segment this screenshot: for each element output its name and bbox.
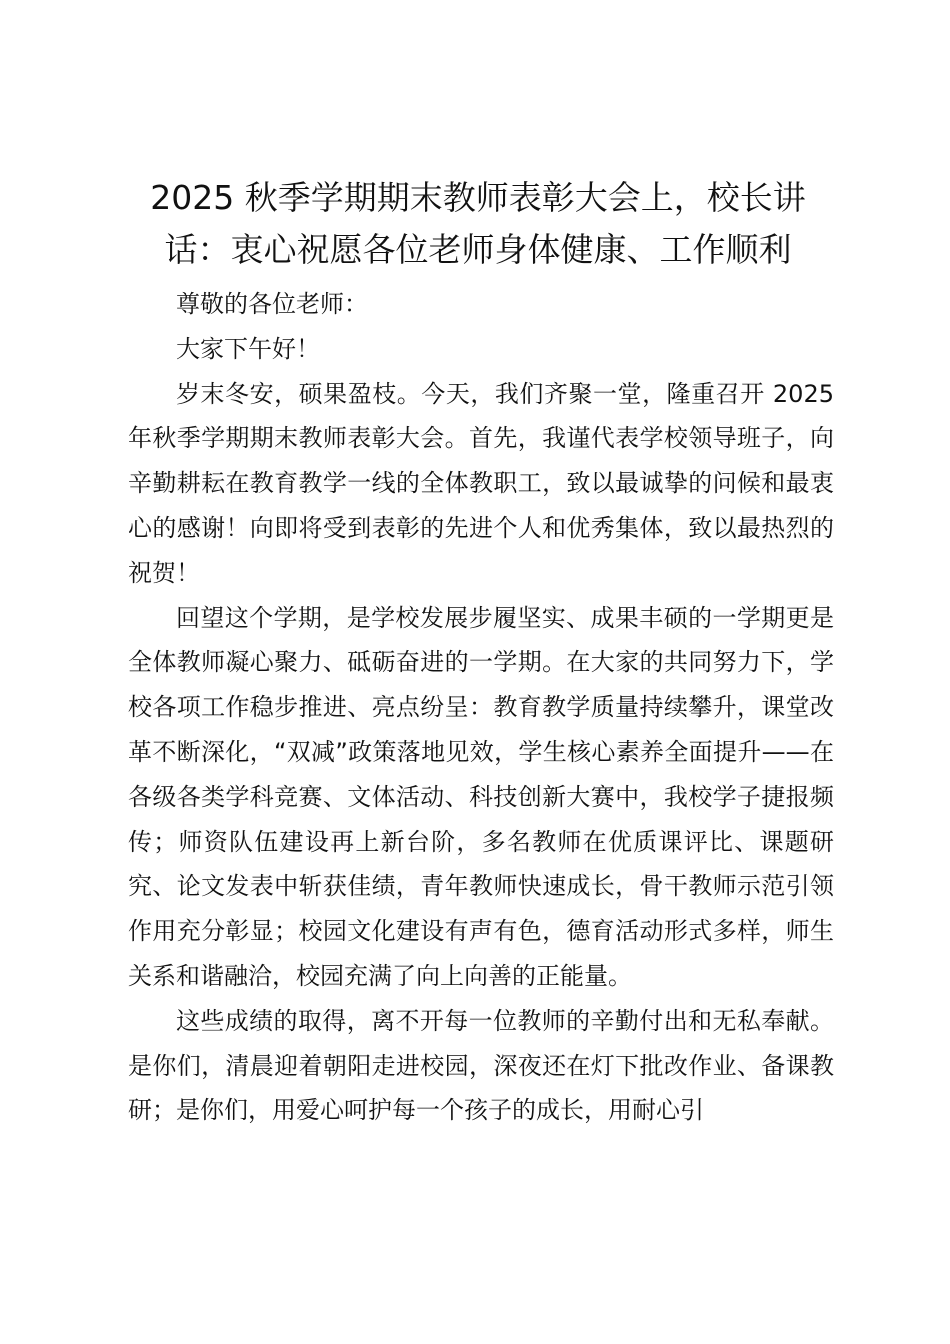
document-body [128, 282, 834, 1133]
body-paragraph-opening: 岁末冬安，硕果盈枝。今天，我们齐聚一堂，隆重召开 2025 年秋季学期期末教师表彰大会。首先，我谨代表学校领导班子，向辛勤耕耘在教育教学一线的全体教职工，致以最诚挚的问候和最衷心的感谢！向即将受到表彰的先进个人和优秀集体，致以最热烈的祝贺！ [128, 379, 834, 587]
body-paragraph-thanks: 这些成绩的取得，离不开每一位教师的辛勤付出和无私奉献。是你们，清晨迎着朝阳走进校园，深夜还在灯下批改作业、备课教研；是你们，用爱心呵护每一个孩子的成长，用耐心引 [128, 1006, 834, 1125]
document-title: 2025 秋季学期期末教师表彰大会上，校长讲话：衷心祝愿各位老师身体健康、工作顺利 [150, 178, 806, 269]
salutation: 尊敬的各位老师： [176, 290, 368, 318]
body-paragraph-review: 回望这个学期，是学校发展步履坚实、成果丰硕的一学期更是全体教师凝心聚力、砥砺奋进的一学期。在大家的共同努力下，学校各项工作稳步推进、亮点纷呈：教育教学质量持续攀升，课堂改革不断深化，“双减”政策落地见效，学生核心素养全面提升——在各级各类学科竞赛、文体活动、科技创新大赛中，我校学子捷报频传；师资队伍建设再上新台阶，多名教师在优质课评比、课题研究、论文发表中斩获佳绩，青年教师快速成长，骨干教师示范引领作用充分彰显；校园文化建设有声有色，德育活动形式多样，师生关系和谐融洽，校园充满了向上向善的正能量。 [128, 603, 834, 990]
greeting: 大家下午好！ [176, 334, 320, 363]
